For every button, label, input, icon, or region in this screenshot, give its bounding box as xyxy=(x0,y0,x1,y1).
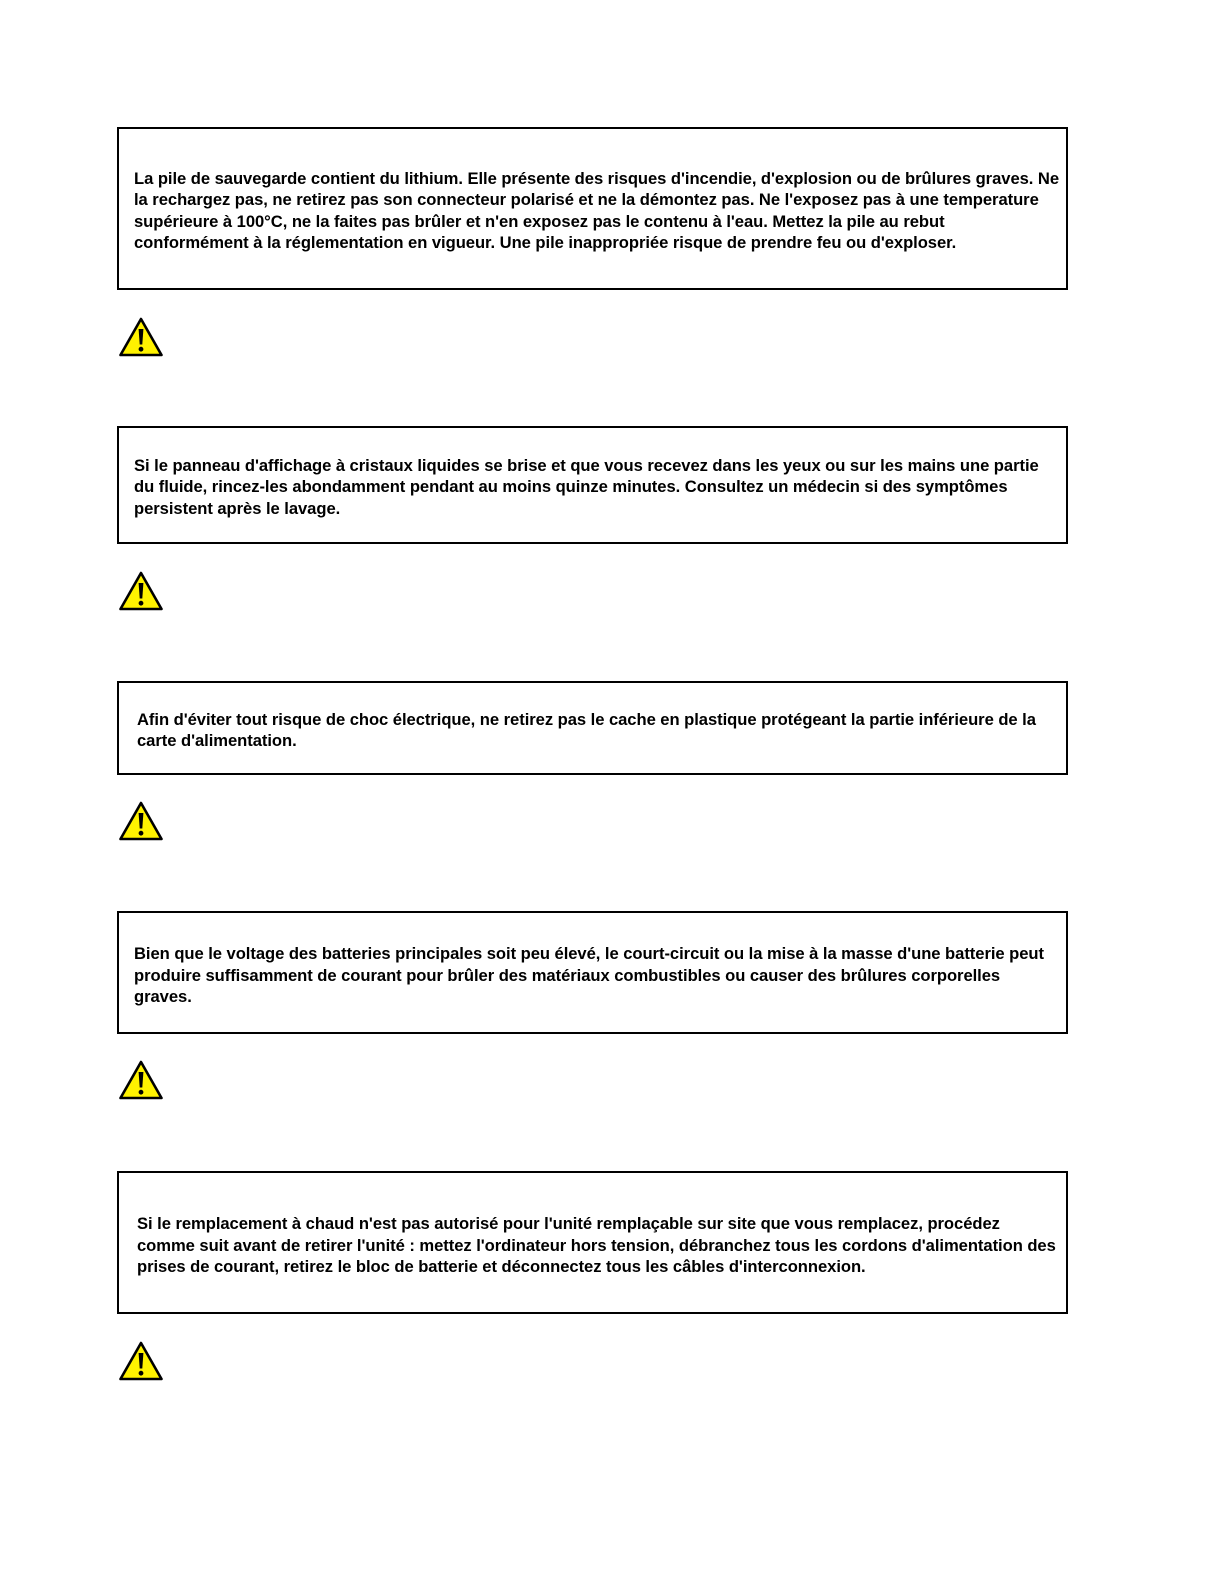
warning-triangle-icon xyxy=(118,316,164,358)
warning-triangle-icon xyxy=(118,1059,164,1101)
notice-box-battery-short-circuit xyxy=(117,911,1068,1034)
notice-text: Afin d'éviter tout risque de choc électrique, ne retirez pas le cache en plastique protégeant la partie inférieure de la carte d'alimentation. xyxy=(137,709,1036,750)
warning-triangle-icon xyxy=(118,800,164,842)
notice-box-electric-shock xyxy=(117,681,1068,775)
warning-triangle-icon xyxy=(118,570,164,612)
notice-box-lcd-fluid xyxy=(117,426,1068,544)
notice-text: La pile de sauvegarde contient du lithium. Elle présente des risques d'incendie, d'explosion ou de brûlures graves. Ne la rechargez pas, ne retirez pas son connecteur polarisé et ne la démontez pas. Ne l'exposez pas à une temperature supérieure à 100°C, ne la faites pas brûler et n'en exposez pas le contenu à l'eau. Mettez la pile au rebut conformément à la réglementation en vigueur. Une pile inappropriée risque de prendre feu ou d'exploser. xyxy=(134,168,1060,252)
notice-text: Bien que le voltage des batteries principales soit peu élevé, le court-circuit ou la mise à la masse d'une batterie peut produire suffisamment de courant pour brûler des matériaux combustibles ou causer des brûlures corporelles graves. xyxy=(134,944,1044,1007)
notice-box-hot-swap xyxy=(117,1171,1068,1314)
warning-triangle-icon xyxy=(118,1340,164,1382)
notice-text: Si le panneau d'affichage à cristaux liquides se brise et que vous recevez dans les yeux ou sur les mains une partie du fluide, rincez-les abondamment pendant au moins quinze minutes. Consultez un médecin si des symptômes persistent après le lavage. xyxy=(134,455,1039,518)
notice-text: Si le remplacement à chaud n'est pas autorisé pour l'unité remplaçable sur site que vous remplacez, procédez comme suit avant de retirer l'unité : mettez l'ordinateur hors tension, débranchez tous les cordons d'alimentation des prises de courant, retirez le bloc de batterie et déconnectez tous les câbles d'interconnexion. xyxy=(137,1214,1056,1277)
notice-box-lithium-battery xyxy=(117,127,1068,290)
